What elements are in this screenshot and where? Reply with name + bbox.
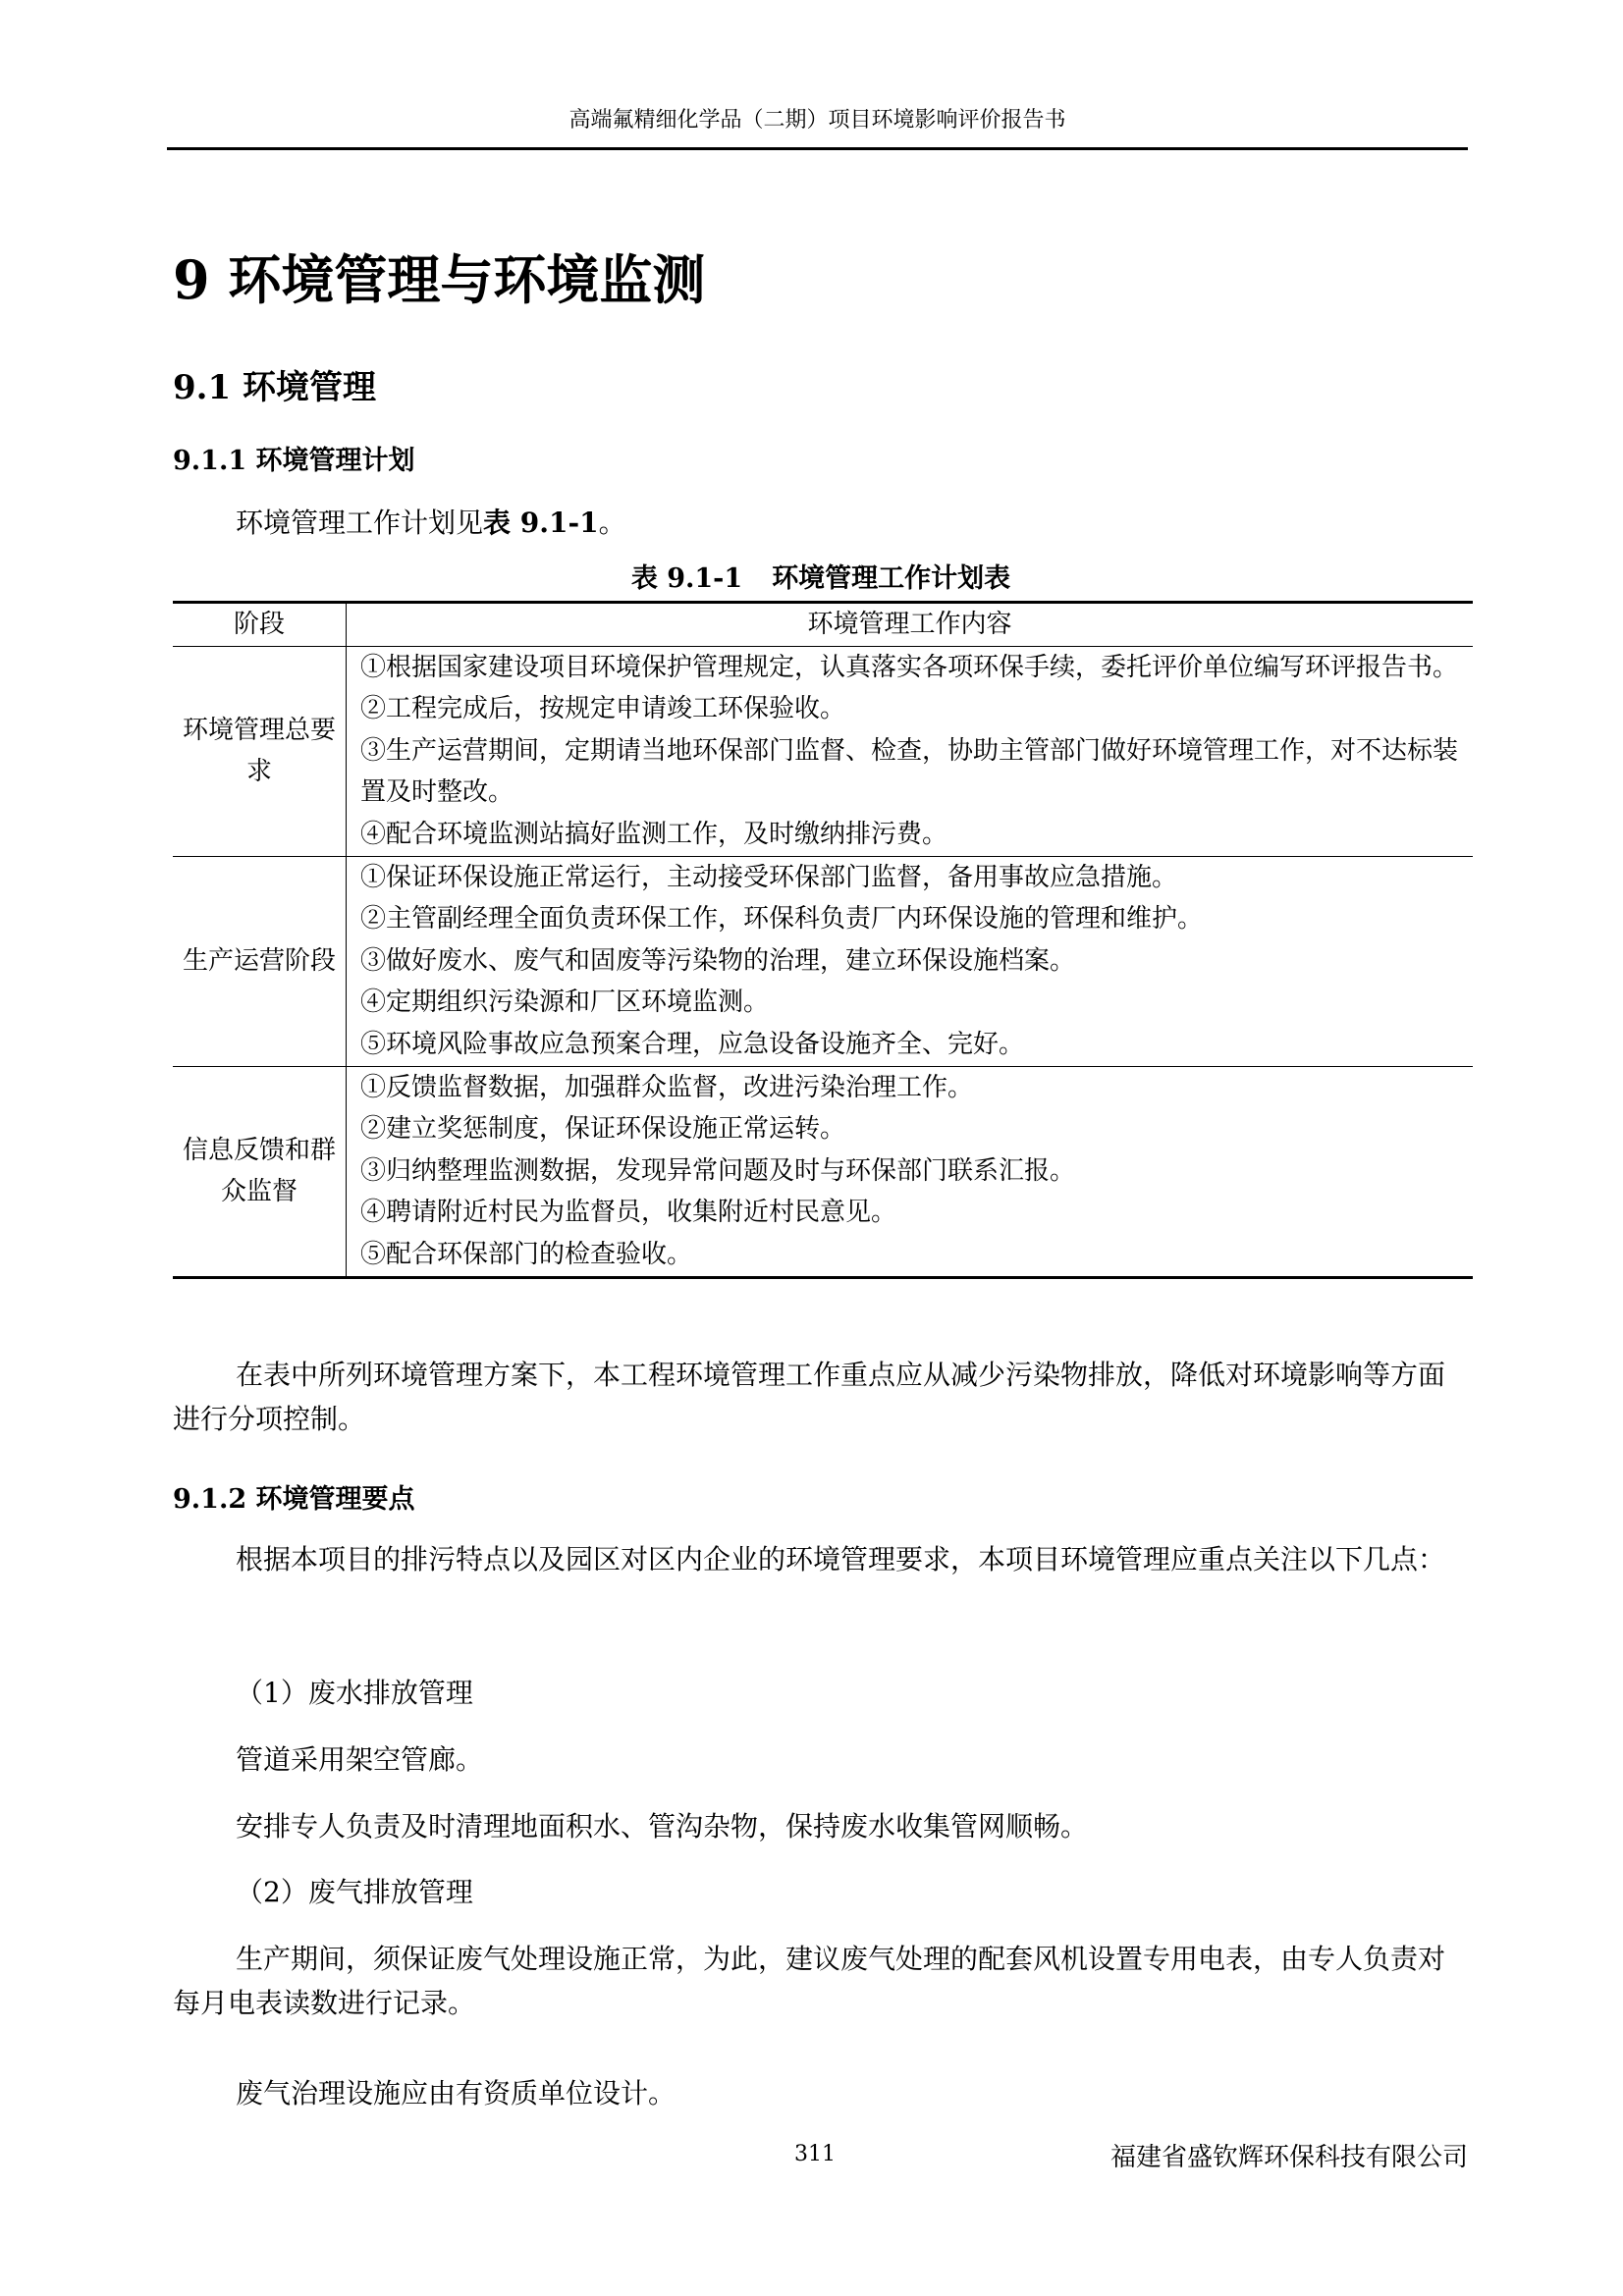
table-caption [173, 560, 1469, 599]
content-item: ①保证环保设施正常运行，主动接受环保部门监督，备用事故应急措施。 [360, 862, 1178, 892]
section-title-9-1: 9.1 环境管理 [173, 368, 376, 407]
wastewater-paragraph-1: 管道采用架空管廊。 [236, 1743, 484, 1776]
content-item: ④定期组织污染源和厂区环境监测。 [360, 988, 770, 1018]
column-header-content: 环境管理工作内容 [347, 603, 1474, 647]
table-row [173, 646, 1473, 856]
wastewater-paragraph-2: 安排专人负责及时清理地面积水、管沟杂物，保持废水收集管网顺畅。 [236, 1810, 1089, 1842]
table-intro-suffix: 。 [598, 507, 626, 539]
table-intro-paragraph [173, 501, 1469, 545]
content-item: ③归纳整理监测数据，发现异常问题及时与环保部门联系汇报。 [360, 1155, 1076, 1186]
table-caption-title: 环境管理工作计划表 [772, 563, 1011, 594]
content-item: ②工程完成后，按规定申请竣工环保验收。 [360, 694, 846, 724]
content-item: ①反馈监督数据，加强群众监督，改进污染治理工作。 [360, 1072, 974, 1102]
key-points-intro-paragraph: 根据本项目的排污特点以及园区对区内企业的环境管理要求，本项目环境管理应重点关注以下几点： [236, 1543, 1446, 1575]
table-reference-link[interactable]: 表 9.1-1 [483, 507, 599, 539]
header-rule [167, 147, 1468, 150]
content-item: ③生产运营期间，定期请当地环保部门监督、检查，协助主管部门做好环境管理工作，对不达标装置及时整改。 [360, 735, 1459, 808]
content-item: ④配合环境监测站搞好监测工作，及时缴纳排污费。 [360, 819, 948, 849]
content-cell [347, 1066, 1474, 1277]
chapter-title: 9 环境管理与环境监测 [173, 248, 706, 311]
table-row [173, 856, 1473, 1066]
stage-cell: 环境管理总要求 [173, 646, 347, 856]
table-caption-number: 表 9.1-1 [630, 563, 743, 594]
table-header-row [173, 603, 1473, 647]
table-row [173, 1066, 1473, 1277]
after-table-paragraph: 在表中所列环境管理方案下，本工程环境管理工作重点应从减少污染物排放，降低对环境影响等方面进行分项控制。 [173, 1359, 1446, 1435]
exhaust-gas-paragraph-2: 废气治理设施应由有资质单位设计。 [236, 2077, 676, 2109]
wastewater-heading: （1）废水排放管理 [236, 1677, 473, 1709]
stage-cell: 信息反馈和群众监督 [173, 1066, 347, 1277]
page-number: 311 [794, 2142, 836, 2166]
company-name: 福建省盛钦辉环保科技有限公司 [1109, 2143, 1468, 2172]
stage-cell: 生产运营阶段 [173, 856, 347, 1066]
content-item: ③做好废水、废气和固废等污染物的治理，建立环保设施档案。 [360, 945, 1076, 976]
management-plan-table [173, 601, 1473, 1279]
subsection-title-9-1-1: 9.1.1 环境管理计划 [173, 446, 415, 476]
content-item: ②建立奖惩制度，保证环保设施正常运转。 [360, 1114, 846, 1145]
running-header: 高端氟精细化学品（二期）项目环境影响评价报告书 [568, 108, 1066, 133]
content-cell [347, 646, 1474, 856]
content-item: ⑤环境风险事故应急预案合理，应急设备设施齐全、完好。 [360, 1029, 1025, 1059]
column-header-stage: 阶段 [173, 603, 347, 647]
table-intro-prefix: 环境管理工作计划见 [236, 507, 484, 539]
content-cell [347, 856, 1474, 1066]
content-item: ②主管副经理全面负责环保工作，环保科负责厂内环保设施的管理和维护。 [360, 904, 1204, 934]
content-item: ①根据国家建设项目环境保护管理规定，认真落实各项环保手续，委托评价单位编写环评报告书。 [360, 652, 1459, 682]
subsection-title-9-1-2: 9.1.2 环境管理要点 [173, 1484, 415, 1515]
exhaust-gas-heading: （2）废气排放管理 [236, 1876, 473, 1908]
exhaust-gas-paragraph-1: 生产期间，须保证废气处理设施正常，为此，建议废气处理的配套风机设置专用电表，由专人负责对每月电表读数进行记录。 [173, 1943, 1446, 2019]
content-item: ⑤配合环保部门的检查验收。 [360, 1239, 693, 1269]
content-item: ④聘请附近村民为监督员，收集附近村民意见。 [360, 1198, 897, 1228]
